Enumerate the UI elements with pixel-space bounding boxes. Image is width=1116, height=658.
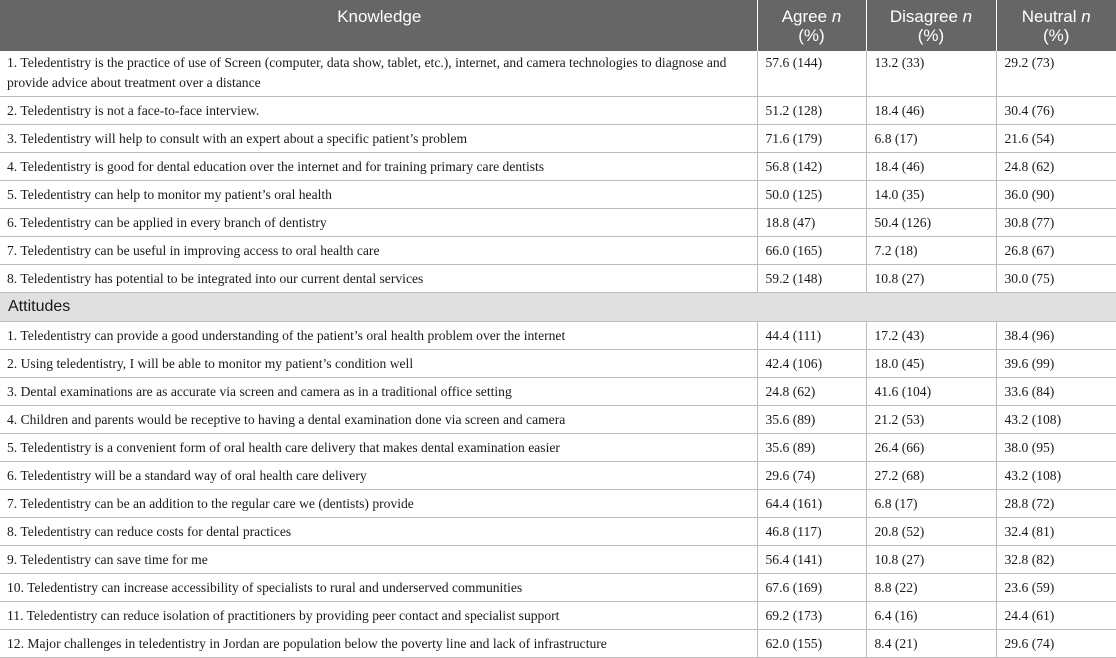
statement-cell: 8. Teledentistry can reduce costs for dental practices <box>0 518 757 546</box>
agree-cell: 50.0 (125) <box>757 181 866 209</box>
table-row <box>0 153 1116 181</box>
statement-cell: 1. Teledentistry can provide a good understanding of the patient’s oral health problem over the internet <box>0 322 757 350</box>
neutral-cell: 21.6 (54) <box>996 125 1116 153</box>
percent-label: (%) <box>798 26 825 45</box>
statement-cell: 6. Teledentistry will be a standard way of oral health care delivery <box>0 462 757 490</box>
table-row <box>0 406 1116 434</box>
neutral-cell: 29.6 (74) <box>996 630 1116 658</box>
agree-cell: 69.2 (173) <box>757 602 866 630</box>
statement-cell: 5. Teledentistry can help to monitor my patient’s oral health <box>0 181 757 209</box>
disagree-cell: 8.8 (22) <box>866 574 996 602</box>
table-row <box>0 350 1116 378</box>
table-row <box>0 378 1116 406</box>
disagree-cell: 18.4 (46) <box>866 97 996 125</box>
agree-cell: 24.8 (62) <box>757 378 866 406</box>
agree-cell: 59.2 (148) <box>757 265 866 293</box>
agree-cell: 51.2 (128) <box>757 97 866 125</box>
disagree-cell: 21.2 (53) <box>866 406 996 434</box>
table-row <box>0 574 1116 602</box>
disagree-cell: 13.2 (33) <box>866 51 996 97</box>
neutral-cell: 26.8 (67) <box>996 237 1116 265</box>
agree-cell: 35.6 (89) <box>757 406 866 434</box>
statement-cell: 7. Teledentistry can be an addition to the regular care we (dentists) provide <box>0 490 757 518</box>
disagree-header-label: Disagree <box>889 7 958 26</box>
neutral-cell: 30.0 (75) <box>996 265 1116 293</box>
neutral-cell: 32.4 (81) <box>996 518 1116 546</box>
attitudes-section <box>0 293 1116 658</box>
disagree-cell: 14.0 (35) <box>866 181 996 209</box>
statement-cell: 8. Teledentistry has potential to be integrated into our current dental services <box>0 265 757 293</box>
table-row <box>0 97 1116 125</box>
table-row <box>0 434 1116 462</box>
neutral-cell: 28.8 (72) <box>996 490 1116 518</box>
disagree-header <box>866 0 996 51</box>
knowledge-header: Knowledge <box>0 0 757 51</box>
attitudes-heading: Attitudes <box>0 293 1116 322</box>
agree-cell: 35.6 (89) <box>757 434 866 462</box>
statement-cell: 2. Teledentistry is not a face-to-face interview. <box>0 97 757 125</box>
disagree-cell: 8.4 (21) <box>866 630 996 658</box>
section-header-row <box>0 293 1116 322</box>
neutral-cell: 30.4 (76) <box>996 97 1116 125</box>
n-symbol: n <box>831 7 842 26</box>
disagree-cell: 20.8 (52) <box>866 518 996 546</box>
disagree-cell: 7.2 (18) <box>866 237 996 265</box>
neutral-cell: 30.8 (77) <box>996 209 1116 237</box>
disagree-cell: 41.6 (104) <box>866 378 996 406</box>
table-row <box>0 546 1116 574</box>
statement-cell: 3. Teledentistry will help to consult with an expert about a specific patient’s problem <box>0 125 757 153</box>
disagree-cell: 50.4 (126) <box>866 209 996 237</box>
agree-header-label: Agree <box>781 7 828 26</box>
disagree-cell: 10.8 (27) <box>866 265 996 293</box>
agree-cell: 62.0 (155) <box>757 630 866 658</box>
percent-label: (%) <box>917 26 945 45</box>
neutral-cell: 36.0 (90) <box>996 181 1116 209</box>
neutral-cell: 24.4 (61) <box>996 602 1116 630</box>
disagree-cell: 18.0 (45) <box>866 350 996 378</box>
agree-cell: 64.4 (161) <box>757 490 866 518</box>
neutral-cell: 29.2 (73) <box>996 51 1116 97</box>
agree-cell: 67.6 (169) <box>757 574 866 602</box>
agree-cell: 29.6 (74) <box>757 462 866 490</box>
table-row <box>0 181 1116 209</box>
neutral-cell: 43.2 (108) <box>996 406 1116 434</box>
table-row <box>0 322 1116 350</box>
table-row <box>0 125 1116 153</box>
table-row <box>0 490 1116 518</box>
disagree-cell: 6.8 (17) <box>866 490 996 518</box>
n-symbol: n <box>962 7 973 26</box>
table-row <box>0 630 1116 658</box>
table-header-row <box>0 0 1116 51</box>
table-row <box>0 462 1116 490</box>
knowledge-section <box>0 51 1116 293</box>
disagree-cell: 26.4 (66) <box>866 434 996 462</box>
neutral-cell: 33.6 (84) <box>996 378 1116 406</box>
table-row <box>0 602 1116 630</box>
disagree-cell: 18.4 (46) <box>866 153 996 181</box>
neutral-cell: 24.8 (62) <box>996 153 1116 181</box>
table-row <box>0 237 1116 265</box>
percent-label: (%) <box>1043 26 1070 45</box>
agree-cell: 46.8 (117) <box>757 518 866 546</box>
neutral-cell: 43.2 (108) <box>996 462 1116 490</box>
statement-cell: 4. Children and parents would be receptive to having a dental examination done via screen and camera <box>0 406 757 434</box>
statement-cell: 7. Teledentistry can be useful in improving access to oral health care <box>0 237 757 265</box>
table-row <box>0 209 1116 237</box>
table-row <box>0 518 1116 546</box>
statement-cell: 5. Teledentistry is a convenient form of oral health care delivery that makes dental examination easier <box>0 434 757 462</box>
table-row <box>0 51 1116 97</box>
disagree-cell: 10.8 (27) <box>866 546 996 574</box>
neutral-cell: 23.6 (59) <box>996 574 1116 602</box>
n-symbol: n <box>1081 7 1091 26</box>
statement-cell: 1. Teledentistry is the practice of use of Screen (computer, data show, tablet, etc.), internet, and camera technologies to diagnose and provide advice about treatment over a distance <box>0 51 757 97</box>
statement-cell: 9. Teledentistry can save time for me <box>0 546 757 574</box>
agree-cell: 71.6 (179) <box>757 125 866 153</box>
statement-cell: 10. Teledentistry can increase accessibility of specialists to rural and underserved communities <box>0 574 757 602</box>
agree-cell: 56.4 (141) <box>757 546 866 574</box>
agree-cell: 44.4 (111) <box>757 322 866 350</box>
agree-cell: 42.4 (106) <box>757 350 866 378</box>
disagree-cell: 27.2 (68) <box>866 462 996 490</box>
neutral-cell: 38.0 (95) <box>996 434 1116 462</box>
neutral-cell: 39.6 (99) <box>996 350 1116 378</box>
statement-cell: 2. Using teledentistry, I will be able to monitor my patient’s condition well <box>0 350 757 378</box>
agree-cell: 18.8 (47) <box>757 209 866 237</box>
agree-cell: 56.8 (142) <box>757 153 866 181</box>
statement-cell: 4. Teledentistry is good for dental education over the internet and for training primary care dentists <box>0 153 757 181</box>
disagree-cell: 6.4 (16) <box>866 602 996 630</box>
neutral-cell: 32.8 (82) <box>996 546 1116 574</box>
statement-cell: 3. Dental examinations are as accurate via screen and camera as in a traditional office setting <box>0 378 757 406</box>
statement-cell: 6. Teledentistry can be applied in every branch of dentistry <box>0 209 757 237</box>
statement-cell: 12. Major challenges in teledentistry in Jordan are population below the poverty line and lack of infrastructure <box>0 630 757 658</box>
neutral-cell: 38.4 (96) <box>996 322 1116 350</box>
neutral-header <box>996 0 1116 51</box>
neutral-header-label: Neutral <box>1021 7 1077 26</box>
disagree-cell: 6.8 (17) <box>866 125 996 153</box>
agree-cell: 66.0 (165) <box>757 237 866 265</box>
statement-cell: 11. Teledentistry can reduce isolation of practitioners by providing peer contact and specialist support <box>0 602 757 630</box>
table-row <box>0 265 1116 293</box>
agree-header <box>757 0 866 51</box>
agree-cell: 57.6 (144) <box>757 51 866 97</box>
disagree-cell: 17.2 (43) <box>866 322 996 350</box>
